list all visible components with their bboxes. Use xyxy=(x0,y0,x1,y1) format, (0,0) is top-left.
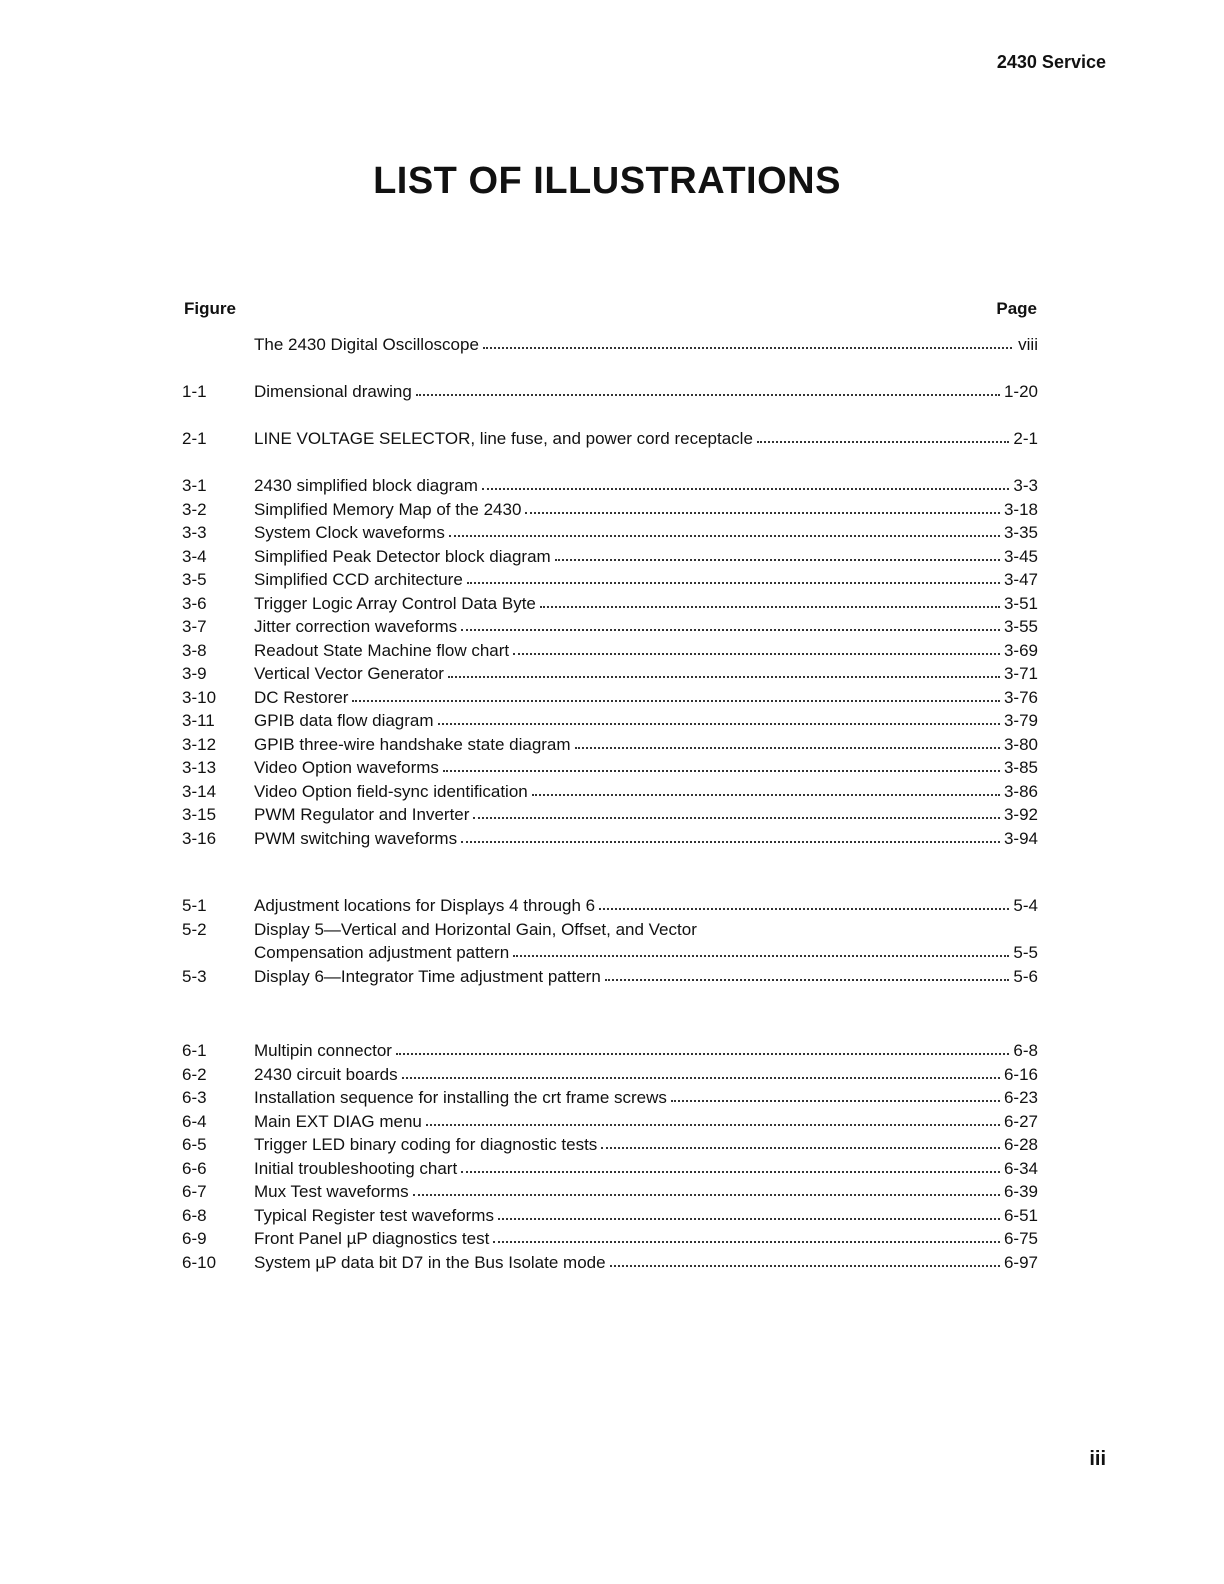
figure-caption: Readout State Machine flow chart xyxy=(254,640,510,660)
toc-entry xyxy=(182,894,1038,918)
figure-number: 3-13 xyxy=(182,758,217,777)
figure-caption: Display 6—Integrator Time adjustment pattern xyxy=(254,966,601,986)
figure-number: 6-2 xyxy=(182,1064,207,1084)
toc-group xyxy=(182,333,1038,357)
page-ref: 6-23 xyxy=(1003,1088,1038,1107)
page-ref: 3-51 xyxy=(1003,593,1038,613)
dot-leader xyxy=(555,545,1000,561)
figure-number: 5-2 xyxy=(182,919,207,939)
dot-leader xyxy=(443,756,1000,772)
figure-caption: Initial troubleshooting chart xyxy=(254,1158,458,1178)
page-number: iii xyxy=(1089,1448,1106,1470)
figure-caption: Vertical Vector Generator xyxy=(254,664,444,683)
figure-number: 1-1 xyxy=(182,382,207,401)
figure-number: 3-14 xyxy=(182,781,217,801)
toc-entry xyxy=(182,1204,1038,1228)
figure-caption: Trigger LED binary coding for diagnostic tests xyxy=(254,1135,598,1154)
page-ref: 3-86 xyxy=(1003,781,1038,801)
dot-leader xyxy=(482,474,1009,490)
page-ref: 6-51 xyxy=(1003,1205,1038,1225)
figure-caption: Compensation adjustment pattern xyxy=(254,943,510,962)
figure-caption: Mux Test waveforms xyxy=(254,1182,409,1201)
page-ref: 5-5 xyxy=(1013,943,1038,962)
page-ref: 3-92 xyxy=(1003,805,1038,824)
page-ref: 2-1 xyxy=(1013,429,1038,448)
figure-number: 6-9 xyxy=(182,1229,207,1248)
page-ref: 6-28 xyxy=(1003,1135,1038,1154)
figure-caption: GPIB three-wire handshake state diagram xyxy=(254,734,571,754)
figure-number: 3-8 xyxy=(182,640,207,660)
page-ref: 3-55 xyxy=(1003,617,1038,636)
toc-entry xyxy=(182,709,1038,733)
figure-number: 3-12 xyxy=(182,734,217,754)
page-ref: 6-97 xyxy=(1003,1252,1038,1272)
figure-number: 3-3 xyxy=(182,523,207,542)
figure-caption: Multipin connector xyxy=(254,1041,392,1060)
figure-caption: 2430 simplified block diagram xyxy=(254,476,478,495)
page-ref: 6-75 xyxy=(1003,1229,1038,1248)
figure-caption: Main EXT DIAG menu xyxy=(254,1111,422,1131)
toc-entry xyxy=(182,545,1038,569)
figure-number: 3-9 xyxy=(182,664,207,683)
toc-group xyxy=(182,427,1038,451)
figure-number: 6-6 xyxy=(182,1158,207,1178)
dot-leader xyxy=(605,965,1010,981)
dot-leader xyxy=(467,568,1000,584)
page-ref: 3-47 xyxy=(1003,570,1038,589)
toc-entry xyxy=(182,1227,1038,1251)
page-ref: 1-20 xyxy=(1003,382,1038,401)
figure-column-header: Figure xyxy=(184,299,236,318)
page-ref: 6-8 xyxy=(1013,1041,1038,1060)
figure-caption: System Clock waveforms xyxy=(254,523,445,542)
dot-leader xyxy=(416,380,1000,396)
page-ref: 3-45 xyxy=(1003,546,1038,566)
toc-entry xyxy=(182,639,1038,663)
page-ref: 3-76 xyxy=(1003,687,1038,707)
dot-leader xyxy=(449,521,1000,537)
dot-leader xyxy=(540,592,1000,608)
toc-entry xyxy=(182,1086,1038,1110)
figure-number: 3-1 xyxy=(182,476,207,495)
toc-entry xyxy=(182,592,1038,616)
figure-caption: GPIB data flow diagram xyxy=(254,711,434,730)
toc-group xyxy=(182,1039,1038,1274)
figure-number: 3-10 xyxy=(182,687,217,707)
dot-leader xyxy=(396,1039,1009,1055)
dot-leader xyxy=(413,1180,1000,1196)
toc-entry xyxy=(182,733,1038,757)
dot-leader xyxy=(473,803,1000,819)
toc-entry xyxy=(182,827,1038,851)
page-title: LIST OF ILLUSTRATIONS xyxy=(373,160,841,202)
dot-leader xyxy=(525,498,1000,514)
figure-number: 6-7 xyxy=(182,1182,207,1201)
dot-leader xyxy=(402,1063,1000,1079)
page-ref: 3-69 xyxy=(1003,640,1038,660)
figure-number: 3-4 xyxy=(182,546,207,566)
figure-number: 6-10 xyxy=(182,1252,217,1272)
toc-entry xyxy=(182,380,1038,404)
dot-leader xyxy=(532,780,1000,796)
dot-leader xyxy=(671,1086,1000,1102)
figure-number: 6-3 xyxy=(182,1088,207,1107)
dot-leader xyxy=(483,333,1012,349)
dot-leader xyxy=(513,941,1009,957)
page-ref: viii xyxy=(1018,335,1038,354)
figure-caption: Simplified CCD architecture xyxy=(254,570,463,589)
dot-leader xyxy=(575,733,1000,749)
toc-entry xyxy=(182,662,1038,686)
page-ref: 3-94 xyxy=(1003,828,1038,848)
page-ref: 3-79 xyxy=(1003,711,1038,730)
toc-entry xyxy=(182,1157,1038,1181)
figure-caption: PWM switching waveforms xyxy=(254,828,458,848)
figure-caption: Adjustment locations for Displays 4 through 6 xyxy=(254,896,596,915)
toc-entry xyxy=(182,568,1038,592)
toc-entry xyxy=(182,780,1038,804)
page-ref: 6-27 xyxy=(1003,1111,1038,1131)
dot-leader xyxy=(426,1110,1000,1126)
toc-entry xyxy=(182,474,1038,498)
page-ref: 3-71 xyxy=(1003,664,1038,683)
toc-entry xyxy=(182,521,1038,545)
dot-leader xyxy=(461,615,1000,631)
figure-caption: Simplified Memory Map of the 2430 xyxy=(254,499,522,519)
figure-caption: DC Restorer xyxy=(254,687,349,707)
figure-number: 6-8 xyxy=(182,1205,207,1225)
figure-caption: The 2430 Digital Oscilloscope xyxy=(254,335,479,354)
figure-number: 3-2 xyxy=(182,499,207,519)
toc-entry xyxy=(182,1110,1038,1134)
page-ref: 3-3 xyxy=(1013,476,1038,495)
toc-entry xyxy=(182,333,1038,357)
toc-entry xyxy=(182,686,1038,710)
toc-group xyxy=(182,380,1038,404)
toc-entry xyxy=(182,498,1038,522)
figure-caption: Typical Register test waveforms xyxy=(254,1205,494,1225)
figure-caption: Video Option field-sync identification xyxy=(254,781,528,801)
dot-leader xyxy=(461,827,1000,843)
toc-entry xyxy=(182,756,1038,780)
toc-entry xyxy=(182,427,1038,451)
dot-leader xyxy=(601,1133,1000,1149)
figure-number: 6-1 xyxy=(182,1041,207,1060)
dot-leader xyxy=(461,1157,1000,1173)
dot-leader xyxy=(599,894,1009,910)
figure-number: 6-5 xyxy=(182,1135,207,1154)
page-ref: 6-16 xyxy=(1003,1064,1038,1084)
figure-caption: Trigger Logic Array Control Data Byte xyxy=(254,593,536,613)
toc-entry xyxy=(182,1133,1038,1157)
figure-number: 3-15 xyxy=(182,805,217,824)
figure-number: 5-1 xyxy=(182,896,207,915)
figure-caption: Video Option waveforms xyxy=(254,758,439,777)
dot-leader xyxy=(493,1227,1000,1243)
page-ref: 5-4 xyxy=(1013,896,1038,915)
toc-entry xyxy=(182,1039,1038,1063)
page-ref: 6-34 xyxy=(1003,1158,1038,1178)
page-column-header: Page xyxy=(996,299,1037,318)
figure-number: 3-6 xyxy=(182,593,207,613)
figure-caption: System µP data bit D7 in the Bus Isolate mode xyxy=(254,1252,606,1272)
toc-entry xyxy=(182,941,1038,965)
dot-leader xyxy=(610,1251,1000,1267)
figure-caption: Installation sequence for installing the crt frame screws xyxy=(254,1088,667,1107)
figure-number: 3-7 xyxy=(182,617,207,636)
figure-caption: Display 5—Vertical and Horizontal Gain, Offset, and Vector xyxy=(254,919,697,939)
figure-number: 3-16 xyxy=(182,828,217,848)
page-ref: 6-39 xyxy=(1003,1182,1038,1201)
toc-entry xyxy=(182,803,1038,827)
dot-leader xyxy=(438,709,1000,725)
toc-group xyxy=(182,474,1038,850)
page-ref: 3-85 xyxy=(1003,758,1038,777)
figure-caption: Jitter correction waveforms xyxy=(254,617,458,636)
figure-caption: 2430 circuit boards xyxy=(254,1064,398,1084)
page-ref: 5-6 xyxy=(1013,966,1038,986)
toc-entry xyxy=(182,918,1038,942)
figure-number: 3-11 xyxy=(182,711,215,730)
dot-leader xyxy=(498,1204,1000,1220)
page-ref: 3-80 xyxy=(1003,734,1038,754)
figure-number: 5-3 xyxy=(182,966,207,986)
toc-entry xyxy=(182,1180,1038,1204)
toc-entry xyxy=(182,1063,1038,1087)
toc-entry xyxy=(182,965,1038,989)
page-ref: 3-18 xyxy=(1003,499,1038,519)
toc-entry xyxy=(182,1251,1038,1275)
toc-entry xyxy=(182,615,1038,639)
figure-caption: Front Panel µP diagnostics test xyxy=(254,1229,490,1248)
figure-number: 6-4 xyxy=(182,1111,207,1131)
dot-leader xyxy=(757,427,1010,443)
figure-caption: PWM Regulator and Inverter xyxy=(254,805,470,824)
figure-caption: Simplified Peak Detector block diagram xyxy=(254,546,551,566)
figure-caption: Dimensional drawing xyxy=(254,382,412,401)
page-ref: 3-35 xyxy=(1003,523,1038,542)
running-header: 2430 Service xyxy=(996,52,1106,72)
dot-leader xyxy=(352,686,1000,702)
figure-number: 2-1 xyxy=(182,429,207,448)
dot-leader xyxy=(448,662,1000,678)
figure-caption: LINE VOLTAGE SELECTOR, line fuse, and power cord receptacle xyxy=(254,429,753,448)
figure-number: 3-5 xyxy=(182,570,207,589)
toc-group xyxy=(182,894,1038,988)
dot-leader xyxy=(513,639,1000,655)
